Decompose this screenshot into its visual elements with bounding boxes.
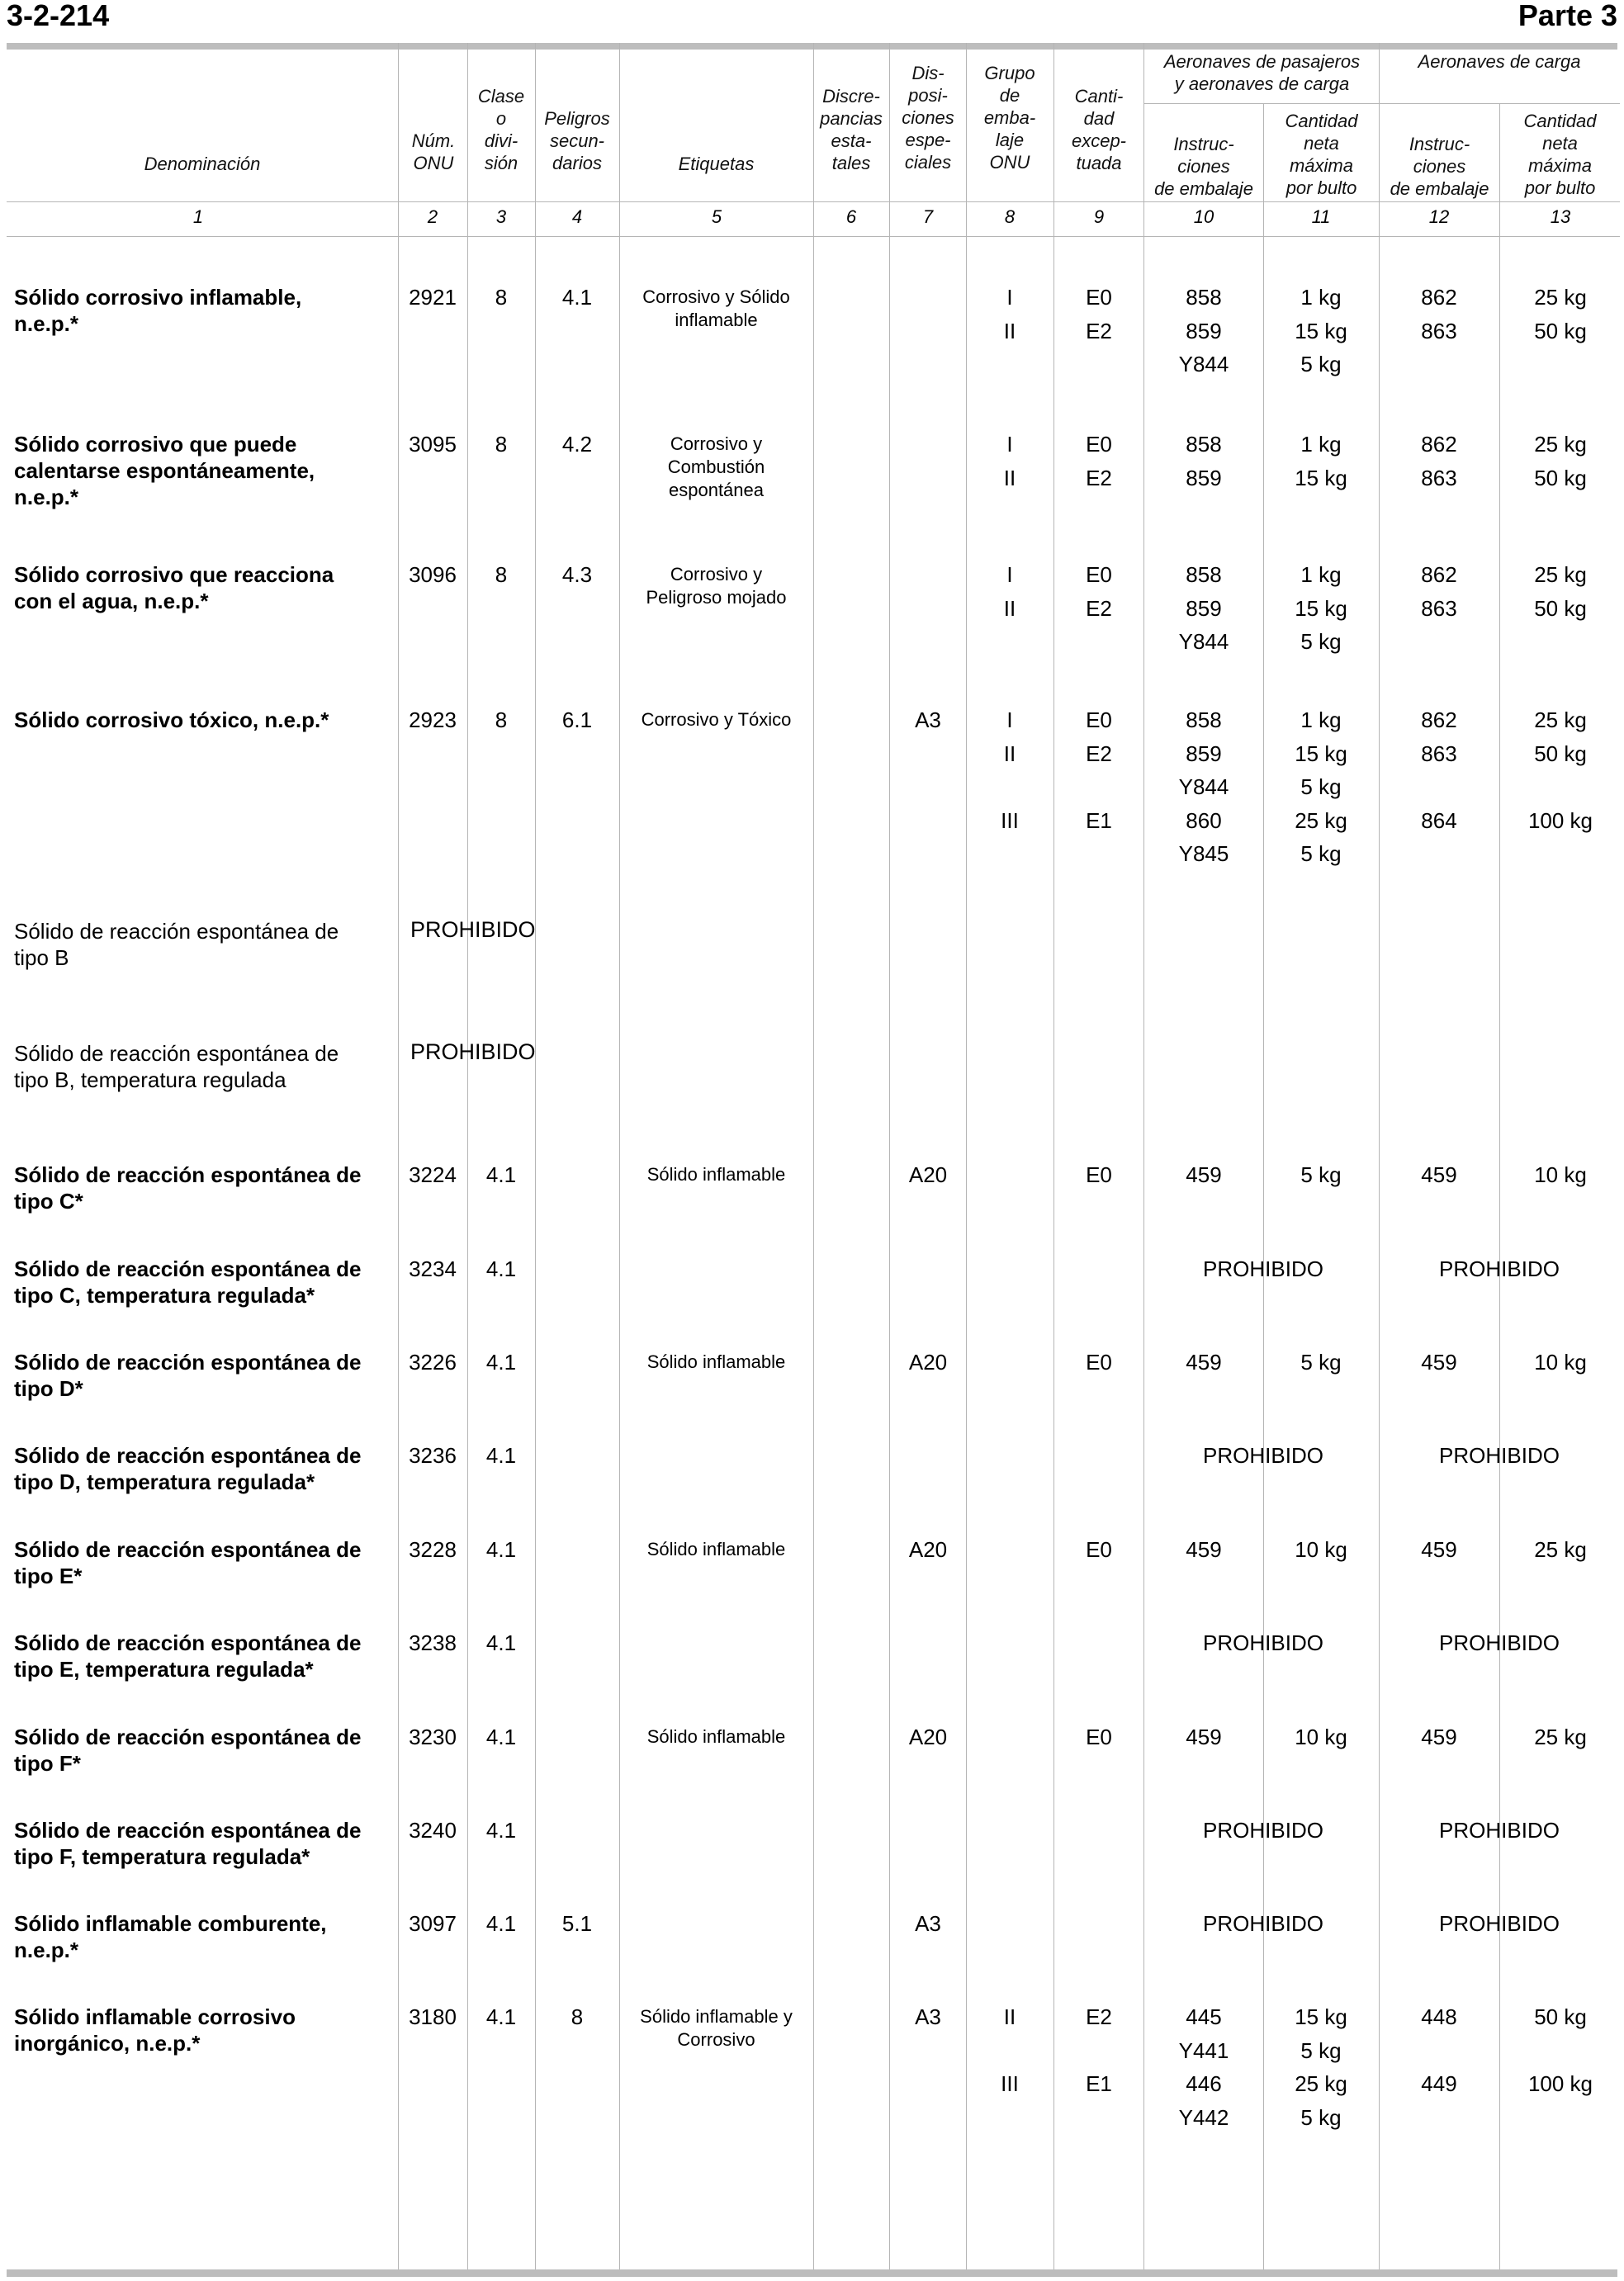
cargo-net-quantity: 25 kg xyxy=(1534,432,1587,457)
prohibited-text: PROHIBIDO xyxy=(410,1039,536,1064)
substance-name: Sólido de reacción espontánea de tipo E, temperatura regulada* xyxy=(14,1630,362,1682)
excepted-quantity: E2 xyxy=(1086,2004,1112,2029)
pax-net-quantity: 15 kg xyxy=(1295,595,1347,621)
secondary-hazard: 4.1 xyxy=(561,285,593,310)
page-code: 3-2-214 xyxy=(7,0,110,32)
packing-group: I xyxy=(1006,285,1013,310)
class-division: 4.1 xyxy=(485,1443,517,1468)
label-text: Sólido inflamable y Corrosivo xyxy=(640,2006,793,2050)
pax-instruction: 859 xyxy=(1186,595,1222,621)
excepted-quantity: E0 xyxy=(1086,707,1112,732)
header-pax-group: Aeronaves de pasajeros y aeronaves de carga xyxy=(1163,51,1361,94)
substance-name: Sólido inflamable comburente, n.e.p.* xyxy=(14,1911,327,1962)
label-text: Sólido inflamable xyxy=(646,1539,786,1559)
pax-instruction: 459 xyxy=(1186,1162,1222,1187)
class-division: 4.1 xyxy=(485,1630,517,1655)
pax-instruction: 858 xyxy=(1186,432,1222,457)
excepted-quantity: E0 xyxy=(1086,285,1112,310)
column-number: 3 xyxy=(495,206,507,227)
pax-prohibited: PROHIBIDO xyxy=(1203,1911,1323,1936)
cargo-instruction: 863 xyxy=(1421,465,1457,490)
un-number: 2921 xyxy=(409,285,457,310)
packing-group: I xyxy=(1006,562,1013,587)
pax-net-quantity: 5 kg xyxy=(1300,774,1342,799)
excepted-quantity: E2 xyxy=(1086,465,1112,490)
column-number: 10 xyxy=(1193,206,1214,227)
packing-group: II xyxy=(1003,465,1016,490)
header-grupo: Grupo de emba- laje ONU xyxy=(983,63,1036,173)
class-division: 8 xyxy=(495,707,508,732)
pax-instruction: 446 xyxy=(1186,2071,1222,2096)
cargo-net-quantity: 25 kg xyxy=(1534,562,1587,587)
un-number: 3234 xyxy=(409,1256,457,1281)
bottom-rule xyxy=(7,2269,1617,2277)
cargo-instruction: 863 xyxy=(1421,741,1457,766)
pax-net-quantity: 5 kg xyxy=(1300,841,1342,866)
un-number: 3095 xyxy=(409,432,457,457)
un-number: 3226 xyxy=(409,1350,457,1375)
pax-net-quantity: 25 kg xyxy=(1295,807,1347,833)
label-text: Sólido inflamable xyxy=(646,1351,786,1372)
cargo-net-quantity: 10 kg xyxy=(1534,1350,1587,1375)
pax-net-quantity: 1 kg xyxy=(1300,707,1342,732)
special-provision: A20 xyxy=(908,1537,948,1562)
header-neta-cargo: Cantidad neta máxima por bulto xyxy=(1523,111,1597,198)
pax-net-quantity: 5 kg xyxy=(1300,629,1342,654)
column-number: 6 xyxy=(845,206,857,227)
header-instr-pax: Instruc- ciones de embalaje xyxy=(1154,134,1253,199)
column-divider xyxy=(398,43,399,2269)
special-provision: A20 xyxy=(908,1350,948,1375)
column-number: 9 xyxy=(1093,206,1105,227)
cargo-instruction: 459 xyxy=(1421,1162,1457,1187)
pax-net-quantity: 15 kg xyxy=(1295,2004,1347,2029)
cargo-prohibited: PROHIBIDO xyxy=(1439,1911,1560,1936)
excepted-quantity: E2 xyxy=(1086,741,1112,766)
class-division: 8 xyxy=(495,562,508,587)
excepted-quantity: E2 xyxy=(1086,595,1112,621)
cargo-net-quantity: 50 kg xyxy=(1534,2004,1587,2029)
un-number: 3238 xyxy=(409,1630,457,1655)
cargo-instruction: 863 xyxy=(1421,595,1457,621)
column-divider xyxy=(1143,43,1144,2269)
cargo-prohibited: PROHIBIDO xyxy=(1439,1630,1560,1655)
class-division: 4.1 xyxy=(485,2004,517,2029)
group-divider xyxy=(1143,103,1620,104)
cargo-net-quantity: 100 kg xyxy=(1527,2071,1593,2096)
label-text: Sólido inflamable xyxy=(646,1164,786,1185)
substance-name: Sólido de reacción espontánea de tipo B, temperatura regulada xyxy=(14,1041,339,1092)
cargo-net-quantity: 25 kg xyxy=(1534,707,1587,732)
pax-instruction: 859 xyxy=(1186,465,1222,490)
class-division: 4.1 xyxy=(485,1350,517,1375)
column-number: 2 xyxy=(427,206,438,227)
cargo-instruction: 862 xyxy=(1421,707,1457,732)
excepted-quantity: E0 xyxy=(1086,1162,1112,1187)
pax-instruction: Y844 xyxy=(1178,352,1229,376)
pax-net-quantity: 5 kg xyxy=(1300,2104,1342,2130)
packing-group: I xyxy=(1006,432,1013,457)
column-number: 11 xyxy=(1311,206,1331,227)
cargo-net-quantity: 25 kg xyxy=(1534,1725,1587,1749)
substance-name: Sólido de reacción espontánea de tipo B xyxy=(14,919,339,970)
column-number: 1 xyxy=(192,206,204,227)
pax-prohibited: PROHIBIDO xyxy=(1203,1443,1323,1468)
pax-net-quantity: 5 kg xyxy=(1300,352,1342,376)
packing-group: II xyxy=(1003,2004,1016,2029)
header-instr-cargo: Instruc- ciones de embalaje xyxy=(1390,134,1489,199)
column-number: 7 xyxy=(922,206,934,227)
substance-name: Sólido de reacción espontánea de tipo C, temperatura regulada* xyxy=(14,1256,362,1308)
cargo-net-quantity: 50 kg xyxy=(1534,318,1587,343)
pax-instruction: Y441 xyxy=(1178,2037,1229,2063)
part-label: Parte 3 xyxy=(1517,0,1617,32)
cargo-instruction: 864 xyxy=(1421,807,1457,833)
pax-instruction: 858 xyxy=(1186,707,1222,732)
cargo-prohibited: PROHIBIDO xyxy=(1439,1256,1560,1281)
pax-instruction: Y845 xyxy=(1178,841,1229,866)
header-denominacion: Denominación xyxy=(144,154,261,174)
packing-group: II xyxy=(1003,595,1016,621)
pax-net-quantity: 1 kg xyxy=(1300,285,1342,310)
pax-instruction: 459 xyxy=(1186,1350,1222,1375)
column-divider xyxy=(1499,103,1500,2269)
cargo-net-quantity: 100 kg xyxy=(1527,807,1593,833)
column-number: 5 xyxy=(711,206,722,227)
header-etiquetas: Etiquetas xyxy=(678,154,755,174)
special-provision: A20 xyxy=(908,1162,948,1187)
class-division: 4.1 xyxy=(485,1537,517,1562)
cargo-net-quantity: 50 kg xyxy=(1534,741,1587,766)
pax-net-quantity: 10 kg xyxy=(1295,1725,1347,1749)
pax-net-quantity: 1 kg xyxy=(1300,432,1342,457)
substance-name: Sólido de reacción espontánea de tipo E* xyxy=(14,1537,362,1588)
substance-name: Sólido de reacción espontánea de tipo C* xyxy=(14,1162,362,1214)
header-cantidad: Canti- dad excep- tuada xyxy=(1071,86,1127,173)
pax-instruction: 859 xyxy=(1186,741,1222,766)
cargo-net-quantity: 50 kg xyxy=(1534,595,1587,621)
pax-net-quantity: 15 kg xyxy=(1295,318,1347,343)
packing-group: III xyxy=(1001,2071,1019,2096)
label-text: Corrosivo y Combustión espontánea xyxy=(667,433,765,500)
cargo-instruction: 862 xyxy=(1421,285,1457,310)
secondary-hazard: 4.2 xyxy=(561,432,593,457)
secondary-hazard: 5.1 xyxy=(561,1911,593,1936)
class-division: 8 xyxy=(495,432,508,457)
header-clase: Clase o divi- sión xyxy=(477,86,525,173)
cargo-prohibited: PROHIBIDO xyxy=(1439,1443,1560,1468)
pax-net-quantity: 10 kg xyxy=(1295,1537,1347,1562)
packing-group: I xyxy=(1006,707,1013,732)
column-divider xyxy=(889,43,890,2269)
column-divider xyxy=(1053,43,1054,2269)
un-number: 3224 xyxy=(409,1162,457,1187)
header-divider xyxy=(7,201,1620,202)
un-number: 3096 xyxy=(409,562,457,587)
un-number: 3180 xyxy=(409,2004,457,2029)
cargo-net-quantity: 25 kg xyxy=(1534,285,1587,310)
substance-name: Sólido de reacción espontánea de tipo F* xyxy=(14,1725,362,1776)
column-number: 12 xyxy=(1428,206,1450,227)
un-number: 3230 xyxy=(409,1725,457,1749)
un-number: 3240 xyxy=(409,1818,457,1843)
cargo-net-quantity: 25 kg xyxy=(1534,1537,1587,1562)
substance-name: Sólido de reacción espontánea de tipo F, temperatura regulada* xyxy=(14,1818,362,1869)
class-division: 4.1 xyxy=(485,1911,517,1936)
cargo-instruction: 448 xyxy=(1421,2004,1457,2029)
class-division: 4.1 xyxy=(485,1818,517,1843)
packing-group: II xyxy=(1003,318,1016,343)
pax-net-quantity: 5 kg xyxy=(1300,1162,1342,1187)
pax-instruction: 445 xyxy=(1186,2004,1222,2029)
substance-name: Sólido inflamable corrosivo inorgánico, n.e.p.* xyxy=(14,2004,296,2056)
special-provision: A3 xyxy=(915,2004,941,2029)
substance-name: Sólido de reacción espontánea de tipo D* xyxy=(14,1350,362,1401)
un-number: 3097 xyxy=(409,1911,457,1936)
column-divider xyxy=(1263,103,1264,2269)
label-text: Corrosivo y Sólido inflamable xyxy=(642,286,790,330)
header-cargo-group: Aeronaves de carga xyxy=(1418,51,1581,72)
pax-net-quantity: 15 kg xyxy=(1295,741,1347,766)
pax-net-quantity: 5 kg xyxy=(1300,2037,1342,2063)
packing-group: II xyxy=(1003,741,1016,766)
cargo-instruction: 863 xyxy=(1421,318,1457,343)
page-header xyxy=(7,0,1617,35)
cargo-instruction: 862 xyxy=(1421,562,1457,587)
excepted-quantity: E0 xyxy=(1086,562,1112,587)
column-divider xyxy=(966,43,967,2269)
header-disposiciones: Dis- posi- ciones espe- ciales xyxy=(902,63,954,173)
excepted-quantity: E2 xyxy=(1086,318,1112,343)
header-peligros: Peligros secun- darios xyxy=(544,108,610,173)
substance-name: Sólido corrosivo tóxico, n.e.p.* xyxy=(14,707,329,732)
class-division: 4.1 xyxy=(485,1725,517,1749)
excepted-quantity: E1 xyxy=(1086,807,1112,833)
cargo-prohibited: PROHIBIDO xyxy=(1439,1818,1560,1843)
column-divider xyxy=(813,43,814,2269)
label-text: Corrosivo y Tóxico xyxy=(641,709,792,730)
special-provision: A3 xyxy=(915,1911,941,1936)
pax-instruction: Y442 xyxy=(1178,2104,1229,2130)
excepted-quantity: E0 xyxy=(1086,1537,1112,1562)
pax-net-quantity: 15 kg xyxy=(1295,465,1347,490)
substance-name: Sólido corrosivo inflamable, n.e.p.* xyxy=(14,285,302,336)
pax-instruction: Y844 xyxy=(1178,774,1229,799)
substance-name: Sólido corrosivo que reacciona con el agua, n.e.p.* xyxy=(14,562,334,613)
label-text: Sólido inflamable xyxy=(646,1726,786,1747)
column-number: 8 xyxy=(1004,206,1016,227)
pax-instruction: 859 xyxy=(1186,318,1222,343)
pax-instruction: 459 xyxy=(1186,1537,1222,1562)
secondary-hazard: 6.1 xyxy=(561,707,593,732)
class-division: 4.1 xyxy=(485,1162,517,1187)
substance-name: Sólido corrosivo que puede calentarse espontáneamente, n.e.p.* xyxy=(14,432,315,509)
label-text: Corrosivo y Peligroso mojado xyxy=(646,564,787,608)
pax-prohibited: PROHIBIDO xyxy=(1203,1818,1323,1843)
pax-prohibited: PROHIBIDO xyxy=(1203,1630,1323,1655)
column-number: 4 xyxy=(571,206,583,227)
header-num-onu: Núm. ONU xyxy=(411,130,456,173)
cargo-instruction: 459 xyxy=(1421,1350,1457,1375)
secondary-hazard: 8 xyxy=(571,2004,584,2029)
pax-instruction: 860 xyxy=(1186,807,1222,833)
packing-group: III xyxy=(1001,807,1019,833)
un-number: 3236 xyxy=(409,1443,457,1468)
column-divider xyxy=(619,43,620,2269)
pax-net-quantity: 25 kg xyxy=(1295,2071,1347,2096)
class-division: 8 xyxy=(495,285,508,310)
colnum-divider xyxy=(7,236,1620,237)
excepted-quantity: E0 xyxy=(1086,1350,1112,1375)
cargo-instruction: 459 xyxy=(1421,1725,1457,1749)
cargo-instruction: 459 xyxy=(1421,1537,1457,1562)
pax-instruction: 858 xyxy=(1186,562,1222,587)
excepted-quantity: E1 xyxy=(1086,2071,1112,2096)
un-number: 2923 xyxy=(409,707,457,732)
pax-instruction: 459 xyxy=(1186,1725,1222,1749)
cargo-instruction: 862 xyxy=(1421,432,1457,457)
top-rule xyxy=(7,43,1617,50)
pax-net-quantity: 1 kg xyxy=(1300,562,1342,587)
header-discrepancias: Discre- pancias esta- tales xyxy=(820,86,883,173)
substance-name: Sólido de reacción espontánea de tipo D, temperatura regulada* xyxy=(14,1443,362,1494)
pax-net-quantity: 5 kg xyxy=(1300,1350,1342,1375)
pax-instruction: Y844 xyxy=(1178,629,1229,654)
pax-instruction: 858 xyxy=(1186,285,1222,310)
excepted-quantity: E0 xyxy=(1086,1725,1112,1749)
header-neta-pax: Cantidad neta máxima por bulto xyxy=(1285,111,1358,198)
cargo-instruction: 449 xyxy=(1421,2071,1457,2096)
excepted-quantity: E0 xyxy=(1086,432,1112,457)
special-provision: A3 xyxy=(915,707,941,732)
cargo-net-quantity: 10 kg xyxy=(1534,1162,1587,1187)
un-number: 3228 xyxy=(409,1537,457,1562)
column-number: 13 xyxy=(1550,206,1571,227)
prohibited-text: PROHIBIDO xyxy=(410,917,536,942)
special-provision: A20 xyxy=(908,1725,948,1749)
cargo-net-quantity: 50 kg xyxy=(1534,465,1587,490)
pax-prohibited: PROHIBIDO xyxy=(1203,1256,1323,1281)
secondary-hazard: 4.3 xyxy=(561,562,593,587)
class-division: 4.1 xyxy=(485,1256,517,1281)
